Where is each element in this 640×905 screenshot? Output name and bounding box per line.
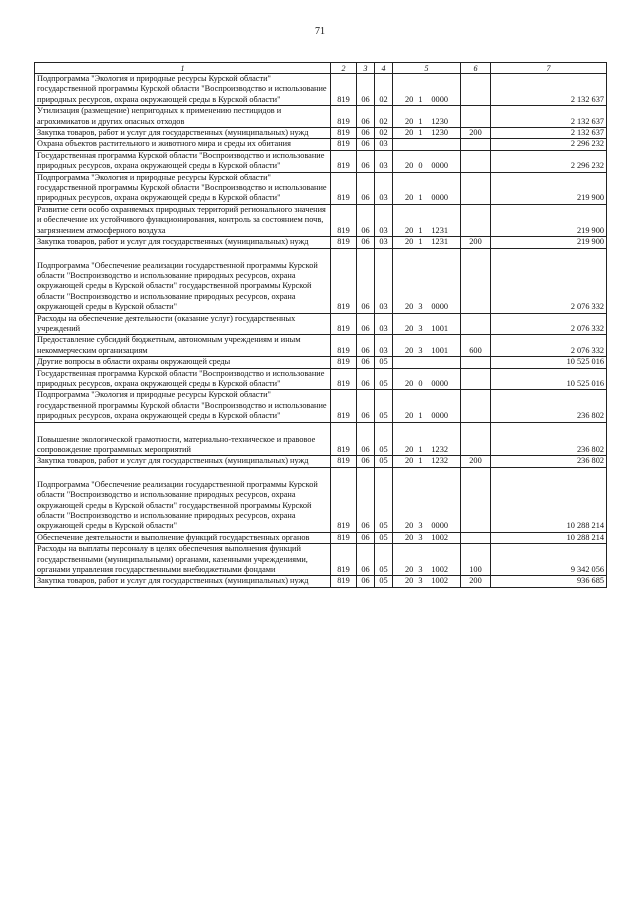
amount: 10 288 214 <box>491 532 607 543</box>
row-name: Закупка товаров, работ и услуг для государственных (муниципальных) нужд <box>37 576 309 586</box>
subsection-code: 05 <box>375 532 393 543</box>
row-name-cell <box>35 139 331 150</box>
subsection-code: 03 <box>375 204 393 236</box>
row-name: Государственная программа Курской области "Воспроизводство и использование природных ресурсов, охрана окружающей среды в Курской области" <box>37 368 325 388</box>
subsection-code: 02 <box>375 128 393 139</box>
amount: 236 802 <box>491 456 607 467</box>
program-code-part1: 20 <box>405 225 414 235</box>
row-name: Развитие сети особо охраняемых природных территорий регионального значения и обеспечение их устойчивого функционирования, контроль за состоянием почв, загрязнением атмосферного воздуха <box>37 204 326 235</box>
program-code-part1: 20 <box>405 302 414 312</box>
ministry-code: 819 <box>331 390 357 422</box>
program-code <box>393 422 461 456</box>
program-code-part1: 20 <box>405 116 414 126</box>
expense-type-code: 600 <box>461 335 491 357</box>
table-row <box>35 357 607 368</box>
expense-type-code <box>461 532 491 543</box>
table-row <box>35 456 607 467</box>
program-code <box>393 467 461 532</box>
ministry-code: 819 <box>331 357 357 368</box>
subsection-code: 02 <box>375 74 393 106</box>
section-code: 06 <box>357 357 375 368</box>
row-name-cell <box>35 368 331 390</box>
program-code-part1: 20 <box>405 576 414 586</box>
program-code-part2: 3 <box>418 323 423 333</box>
program-code-part1: 20 <box>405 532 414 542</box>
program-code-part1: 20 <box>405 565 414 575</box>
subsection-code: 05 <box>375 456 393 467</box>
program-code <box>393 335 461 357</box>
section-code: 06 <box>357 544 375 576</box>
program-code-part3: 0000 <box>431 193 448 203</box>
column-header-5: 5 <box>393 63 461 74</box>
row-name: Повышение экологической грамотности, материально-техническое и правовое сопровождение программных мероприятий <box>37 434 316 454</box>
row-name-cell <box>35 544 331 576</box>
row-name: Закупка товаров, работ и услуг для государственных (муниципальных) нужд <box>37 128 309 138</box>
program-code-part2: 3 <box>418 576 423 586</box>
program-code-part3: 0000 <box>431 94 448 104</box>
amount: 2 296 232 <box>491 139 607 150</box>
amount: 219 900 <box>491 204 607 236</box>
program-code <box>393 172 461 204</box>
row-name-cell <box>35 576 331 587</box>
row-name-cell <box>35 422 331 456</box>
program-code-part2: 1 <box>418 116 423 126</box>
row-name: Подпрограмма "Экология и природные ресурсы Курской области" государственной программы Курской области "Воспроизводство и использование природных ресурсов, охрана окружающей среды в Курской области" <box>37 74 327 104</box>
row-name: Обеспечение деятельности и выполнение функций государственных органов <box>37 532 310 542</box>
table-row <box>35 390 607 422</box>
table-row <box>35 313 607 335</box>
section-code: 06 <box>357 248 375 313</box>
section-code: 06 <box>357 390 375 422</box>
program-code-part2: 1 <box>418 225 423 235</box>
ministry-code: 819 <box>331 204 357 236</box>
ministry-code: 819 <box>331 128 357 139</box>
subsection-code: 03 <box>375 335 393 357</box>
expense-type-code: 200 <box>461 128 491 139</box>
expense-type-code: 200 <box>461 576 491 587</box>
program-code <box>393 532 461 543</box>
subsection-code: 03 <box>375 248 393 313</box>
program-code-part2: 1 <box>418 94 423 104</box>
row-name-cell <box>35 390 331 422</box>
amount: 2 076 332 <box>491 313 607 335</box>
program-code-part3: 1002 <box>431 532 448 542</box>
row-leading-space <box>37 249 328 261</box>
table-row <box>35 128 607 139</box>
expense-type-code: 100 <box>461 544 491 576</box>
ministry-code: 819 <box>331 313 357 335</box>
column-header-6: 6 <box>461 63 491 74</box>
program-code-part3: 1232 <box>431 445 448 454</box>
row-leading-space <box>37 423 328 435</box>
row-name-cell <box>35 106 331 128</box>
row-name: Предоставление субсидий бюджетным, автономным учреждениям и иным некоммерческим организациям <box>37 335 301 355</box>
program-code <box>393 237 461 248</box>
subsection-code: 03 <box>375 172 393 204</box>
program-code-part3: 1002 <box>431 576 448 586</box>
program-code-part2: 0 <box>418 378 423 388</box>
program-code <box>393 357 461 368</box>
ministry-code: 819 <box>331 74 357 106</box>
subsection-code: 03 <box>375 313 393 335</box>
column-header-7: 7 <box>491 63 607 74</box>
section-code: 06 <box>357 576 375 587</box>
program-code-part3: 1230 <box>431 128 448 138</box>
program-code <box>393 74 461 106</box>
ministry-code: 819 <box>331 368 357 390</box>
page-number: 71 <box>315 26 325 37</box>
program-code <box>393 106 461 128</box>
program-code-part2: 3 <box>418 345 423 355</box>
program-code-part3: 1002 <box>431 565 448 575</box>
subsection-code: 03 <box>375 139 393 150</box>
column-header-1: 1 <box>35 63 331 74</box>
table-row <box>35 544 607 576</box>
program-code-part1: 20 <box>405 411 414 421</box>
program-code-part1: 20 <box>405 378 414 388</box>
expense-type-code <box>461 106 491 128</box>
ministry-code: 819 <box>331 544 357 576</box>
row-name: Утилизация (размещение) непригодных к применению пестицидов и агрохимикатов и других опасных отходов <box>37 106 282 126</box>
table-row <box>35 368 607 390</box>
section-code: 06 <box>357 532 375 543</box>
program-code-part3: 1001 <box>431 323 448 333</box>
row-name-cell <box>35 467 331 532</box>
amount: 936 685 <box>491 576 607 587</box>
ministry-code: 819 <box>331 139 357 150</box>
program-code-part2: 1 <box>418 237 423 247</box>
subsection-code: 05 <box>375 576 393 587</box>
ministry-code: 819 <box>331 248 357 313</box>
subsection-code: 02 <box>375 106 393 128</box>
program-code <box>393 204 461 236</box>
amount: 2 132 637 <box>491 106 607 128</box>
row-name-cell <box>35 313 331 335</box>
row-name: Закупка товаров, работ и услуг для государственных (муниципальных) нужд <box>37 456 309 466</box>
row-name-cell <box>35 357 331 368</box>
program-code-part2: 1 <box>418 193 423 203</box>
subsection-code: 05 <box>375 422 393 456</box>
section-code: 06 <box>357 237 375 248</box>
program-code-part2: 3 <box>418 532 423 542</box>
program-code <box>393 576 461 587</box>
row-name: Охрана объектов растительного и животного мира и среды их обитания <box>37 139 291 149</box>
row-name-cell <box>35 532 331 543</box>
program-code <box>393 368 461 390</box>
section-code: 06 <box>357 313 375 335</box>
column-header-3: 3 <box>357 63 375 74</box>
ministry-code: 819 <box>331 467 357 532</box>
table-body <box>35 74 607 588</box>
program-code-part2: 3 <box>418 565 423 575</box>
program-code-part2: 3 <box>418 302 423 312</box>
program-code <box>393 139 461 150</box>
table-row <box>35 576 607 587</box>
subsection-code: 05 <box>375 544 393 576</box>
expense-type-code <box>461 467 491 532</box>
program-code-part2: 1 <box>418 128 423 138</box>
program-code-part1: 20 <box>405 521 414 531</box>
row-name: Другие вопросы в области охраны окружающей среды <box>37 357 231 367</box>
program-code-part3: 1230 <box>431 116 448 126</box>
program-code-part3: 0000 <box>431 302 448 312</box>
section-code: 06 <box>357 467 375 532</box>
expense-type-code <box>461 422 491 456</box>
section-code: 06 <box>357 204 375 236</box>
expense-type-code <box>461 139 491 150</box>
expense-type-code <box>461 150 491 172</box>
table-row <box>35 467 607 532</box>
expense-type-code <box>461 390 491 422</box>
expense-type-code <box>461 313 491 335</box>
budget-table <box>34 62 607 588</box>
expense-type-code: 200 <box>461 237 491 248</box>
program-code-part1: 20 <box>405 323 414 333</box>
amount: 236 802 <box>491 422 607 456</box>
column-header-4: 4 <box>375 63 393 74</box>
program-code-part3: 0000 <box>431 161 448 171</box>
amount: 2 132 637 <box>491 74 607 106</box>
amount: 219 900 <box>491 237 607 248</box>
program-code-part1: 20 <box>405 193 414 203</box>
program-code-part3: 1001 <box>431 345 448 355</box>
amount: 10 525 016 <box>491 368 607 390</box>
ministry-code: 819 <box>331 422 357 456</box>
row-name-cell <box>35 456 331 467</box>
ministry-code: 819 <box>331 576 357 587</box>
program-code-part2: 0 <box>418 161 423 171</box>
amount: 2 296 232 <box>491 150 607 172</box>
subsection-code: 05 <box>375 357 393 368</box>
section-code: 06 <box>357 150 375 172</box>
program-code-part1: 20 <box>405 237 414 247</box>
row-name: Расходы на обеспечение деятельности (оказание услуг) государственных учреждений <box>37 313 296 333</box>
row-name-cell <box>35 248 331 313</box>
section-code: 06 <box>357 74 375 106</box>
amount: 2 076 332 <box>491 335 607 357</box>
row-name: Подпрограмма "Экология и природные ресурсы Курской области" государственной программы Курской области "Воспроизводство и использование природных ресурсов, охрана окружающей среды в Курской области" <box>37 390 327 421</box>
program-code-part1: 20 <box>405 128 414 138</box>
program-code-part1: 20 <box>405 161 414 171</box>
amount: 10 525 016 <box>491 357 607 368</box>
amount: 236 802 <box>491 390 607 422</box>
program-code-part3: 0000 <box>431 411 448 421</box>
row-name-cell <box>35 335 331 357</box>
section-code: 06 <box>357 106 375 128</box>
program-code-part3: 1231 <box>431 225 448 235</box>
expense-type-code <box>461 74 491 106</box>
section-code: 06 <box>357 139 375 150</box>
row-name-cell <box>35 150 331 172</box>
row-name: Закупка товаров, работ и услуг для государственных (муниципальных) нужд <box>37 237 309 247</box>
table-row <box>35 248 607 313</box>
table-row <box>35 335 607 357</box>
program-code-part2: 3 <box>418 521 423 531</box>
row-name: Подпрограмма "Обеспечение реализации государственной программы Курской области "Воспроизводство и использование природных ресурсов, охрана окружающей среды в Курской области" государственной программы Курской области "Воспроизводство и использование природных ресурсов, охрана окружающей среды в Курской области" <box>37 260 318 312</box>
ministry-code: 819 <box>331 532 357 543</box>
expense-type-code <box>461 248 491 313</box>
program-code <box>393 390 461 422</box>
subsection-code: 05 <box>375 390 393 422</box>
ministry-code: 819 <box>331 335 357 357</box>
program-code <box>393 456 461 467</box>
program-code-part3: 1231 <box>431 237 448 247</box>
program-code <box>393 313 461 335</box>
amount: 2 076 332 <box>491 248 607 313</box>
amount: 2 132 637 <box>491 128 607 139</box>
subsection-code: 05 <box>375 467 393 532</box>
row-name: Подпрограмма "Экология и природные ресурсы Курской области" государственной программы Курской области "Воспроизводство и использование природных ресурсов, охрана окружающей среды в Курской области" <box>37 172 327 203</box>
expense-type-code <box>461 204 491 236</box>
ministry-code: 819 <box>331 106 357 128</box>
amount: 9 342 056 <box>491 544 607 576</box>
program-code <box>393 544 461 576</box>
table-row <box>35 204 607 236</box>
row-name-cell <box>35 128 331 139</box>
table-row <box>35 422 607 456</box>
row-leading-space <box>37 468 328 480</box>
table-row <box>35 172 607 204</box>
expense-type-code <box>461 357 491 368</box>
program-code-part1: 20 <box>405 94 414 104</box>
ministry-code: 819 <box>331 150 357 172</box>
program-code-part2: 1 <box>418 411 423 421</box>
column-number-row <box>35 63 607 74</box>
amount: 10 288 214 <box>491 467 607 532</box>
table-row <box>35 106 607 128</box>
expense-type-code <box>461 172 491 204</box>
program-code-part3: 0000 <box>431 521 448 531</box>
program-code-part1: 20 <box>405 345 414 355</box>
program-code-part1: 20 <box>405 456 414 466</box>
amount: 219 900 <box>491 172 607 204</box>
table-row <box>35 139 607 150</box>
row-name-cell <box>35 172 331 204</box>
section-code: 06 <box>357 456 375 467</box>
program-code-part1: 20 <box>405 445 414 454</box>
program-code <box>393 128 461 139</box>
section-code: 06 <box>357 335 375 357</box>
ministry-code: 819 <box>331 237 357 248</box>
section-code: 06 <box>357 172 375 204</box>
column-header-2: 2 <box>331 63 357 74</box>
table-row <box>35 150 607 172</box>
row-name: Подпрограмма "Обеспечение реализации государственной программы Курской области "Воспроизводство и использование природных ресурсов, охрана окружающей среды в Курской области" государственной программы Курской области "Воспроизводство и использование природных ресурсов, охрана окружающей среды в Курской области" <box>37 479 318 531</box>
row-name: Расходы на выплаты персоналу в целях обеспечения выполнения функций государственными (муниципальными) органами, казенными учреждениями, органами управления государственными внебюджетными фондами <box>37 544 308 575</box>
row-name-cell <box>35 204 331 236</box>
program-code-part2: 1 <box>418 456 423 466</box>
section-code: 06 <box>357 128 375 139</box>
expense-type-code <box>461 368 491 390</box>
section-code: 06 <box>357 368 375 390</box>
row-name: Государственная программа Курской области "Воспроизводство и использование природных ресурсов, охрана окружающей среды в Курской области" <box>37 150 325 171</box>
program-code-part3: 0000 <box>431 378 448 388</box>
program-code-part3: 1232 <box>431 456 448 466</box>
subsection-code: 05 <box>375 368 393 390</box>
row-name-cell <box>35 74 331 106</box>
row-name-cell <box>35 237 331 248</box>
ministry-code: 819 <box>331 456 357 467</box>
program-code <box>393 150 461 172</box>
table-row <box>35 237 607 248</box>
program-code-part2: 1 <box>418 445 423 454</box>
expense-type-code: 200 <box>461 456 491 467</box>
subsection-code: 03 <box>375 237 393 248</box>
subsection-code: 03 <box>375 150 393 172</box>
section-code: 06 <box>357 422 375 456</box>
table-row <box>35 532 607 543</box>
program-code <box>393 248 461 313</box>
table-row <box>35 74 607 106</box>
ministry-code: 819 <box>331 172 357 204</box>
